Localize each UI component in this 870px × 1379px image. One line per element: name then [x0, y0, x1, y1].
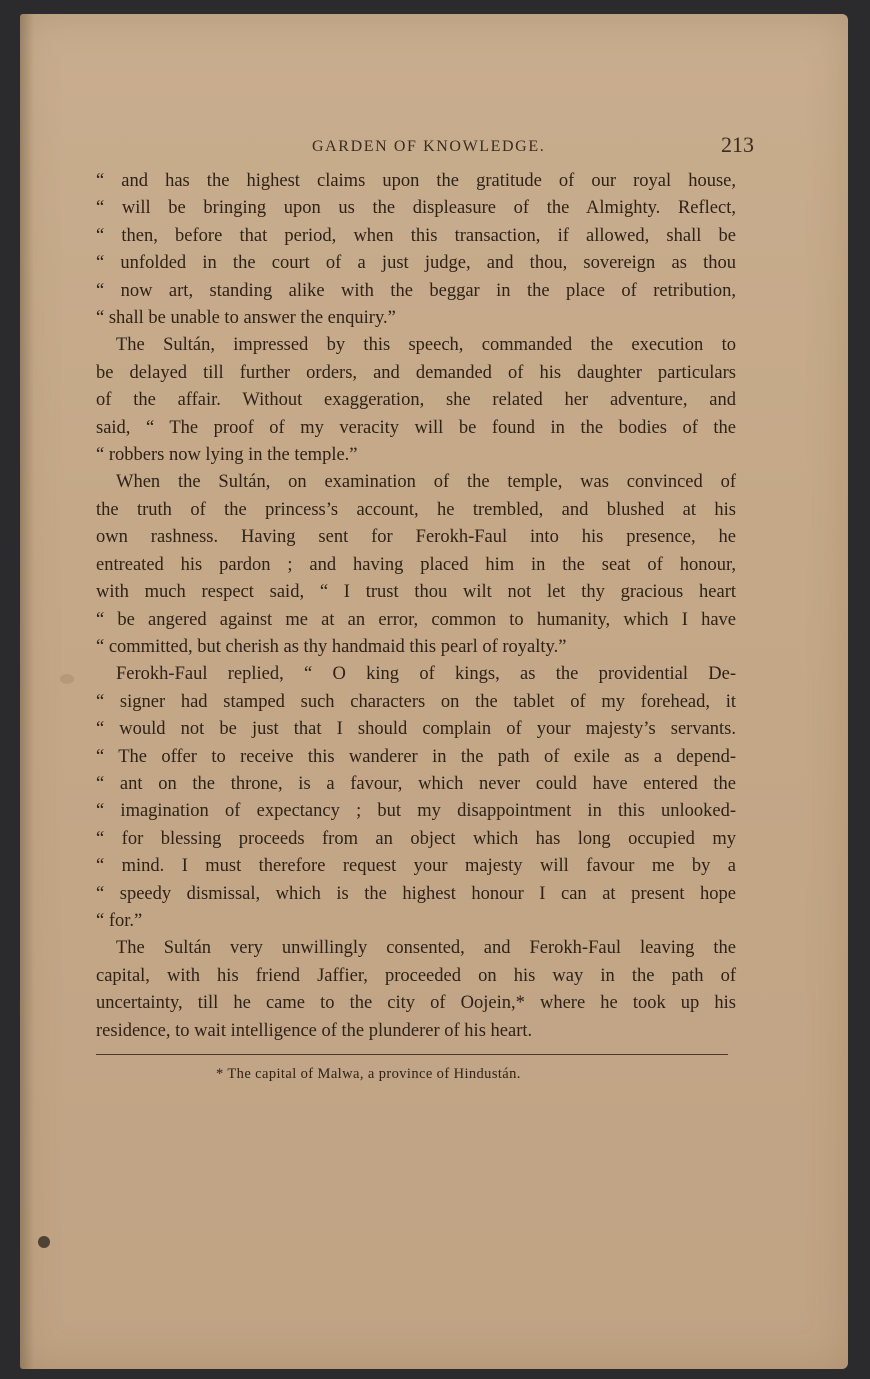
text-line: “ shall be unable to answer the enquiry.”	[96, 308, 396, 329]
paragraph	[96, 935, 736, 1045]
text-line: of the affair. Without exaggeration, she related her adventure, and	[96, 390, 736, 411]
text-line: “ will be bringing upon us the displeasure of the Almighty. Reflect,	[96, 198, 736, 219]
text-line: be delayed till further orders, and demanded of his daughter particulars	[96, 362, 736, 383]
paragraph	[96, 332, 736, 469]
text-line: “ speedy dismissal, which is the highest honour I can at present hope	[96, 883, 736, 904]
text-line: “ ant on the throne, is a favour, which never could have entered the	[96, 773, 736, 794]
text-line: The Sultán very unwillingly consented, and Ferokh-Faul leaving the	[116, 938, 736, 959]
text-line: “ imagination of expectancy ; but my disappointment in this unlooked-	[96, 801, 736, 822]
paragraph	[96, 661, 736, 935]
text-line: “ committed, but cherish as thy handmaid this pearl of royalty.”	[96, 636, 567, 657]
page-number: 213	[721, 132, 754, 157]
text-line: “ The offer to receive this wanderer in the path of exile as a depend-	[96, 746, 736, 767]
page-header	[20, 132, 848, 162]
body-text	[96, 168, 736, 1045]
text-line: “ then, before that period, when this transaction, if allowed, shall be	[96, 225, 736, 246]
footnote-rule	[96, 1054, 728, 1055]
running-head: GARDEN OF KNOWLEDGE.	[312, 138, 546, 155]
text-line: entreated his pardon ; and having placed him in the seat of honour,	[96, 554, 736, 575]
text-line: with much respect said, “ I trust thou wilt not let thy gracious heart	[96, 582, 736, 603]
text-line: Ferokh-Faul replied, “ O king of kings, as the providential De-	[116, 664, 736, 685]
text-line: “ robbers now lying in the temple.”	[96, 445, 358, 466]
text-line: “ mind. I must therefore request your majesty will favour me by a	[96, 856, 736, 877]
text-line: “ now art, standing alike with the beggar in the place of retribution,	[96, 280, 736, 301]
ink-stain	[60, 674, 74, 684]
text-line: own rashness. Having sent for Ferokh-Faul into his presence, he	[96, 527, 736, 548]
text-line: “ and has the highest claims upon the gratitude of our royal house,	[96, 171, 736, 191]
paragraph	[96, 168, 736, 332]
text-line: “ for blessing proceeds from an object which has long occupied my	[96, 828, 736, 849]
text-line: said, “ The proof of my veracity will be found in the bodies of the	[96, 417, 736, 438]
footnote: * The capital of Malwa, a province of Hindustán.	[216, 1066, 521, 1082]
text-line: The Sultán, impressed by this speech, commanded the execution to	[116, 335, 736, 356]
text-line: residence, to wait intelligence of the plunderer of his heart.	[96, 1020, 533, 1041]
text-line: the truth of the princess’s account, he trembled, and blushed at his	[96, 499, 736, 520]
ink-stain	[38, 1236, 50, 1248]
text-line: When the Sultán, on examination of the temple, was convinced of	[116, 472, 736, 493]
paragraph	[96, 469, 736, 661]
text-line: “ unfolded in the court of a just judge, and thou, sovereign as thou	[96, 253, 736, 274]
text-line: “ signer had stamped such characters on the tablet of my forehead, it	[96, 691, 736, 712]
text-line: “ be angered against me at an error, common to humanity, which I have	[96, 609, 736, 630]
text-line: uncertainty, till he came to the city of Oojein,* where he took up his	[96, 993, 736, 1014]
text-line: “ would not be just that I should complain of your majesty’s servants.	[96, 719, 736, 740]
text-line: “ for.”	[96, 910, 143, 931]
text-line: capital, with his friend Jaffier, proceeded on his way in the path of	[96, 965, 736, 986]
